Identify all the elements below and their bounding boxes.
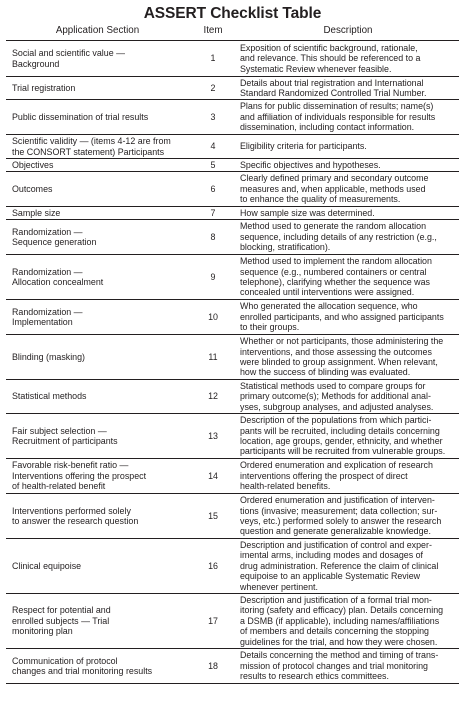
cell-item-number: 15	[189, 494, 237, 539]
table-body	[6, 41, 459, 684]
table-row	[6, 100, 459, 135]
cell-application-section: Statistical methods	[6, 380, 189, 414]
table-title: ASSERT Checklist Table	[143, 5, 322, 22]
cell-description: Description of the populations from which partici- pants will be recruited, including details concerning location, age groups, gender, ethnicity, and whether participants will be recruited from vulnerable groups.	[237, 414, 459, 459]
table-row	[6, 380, 459, 414]
cell-application-section: Interventions performed solely to answer the research question	[6, 494, 189, 539]
cell-item-number: 3	[189, 100, 237, 135]
header-row	[6, 23, 459, 41]
cell-application-section: Public dissemination of trial results	[6, 100, 189, 135]
table-row	[6, 41, 459, 77]
table-row	[6, 77, 459, 100]
cell-application-section: Fair subject selection — Recruitment of participants	[6, 414, 189, 459]
table-row	[6, 539, 459, 594]
cell-application-section: Sample size	[6, 207, 189, 220]
cell-application-section: Favorable risk-benefit ratio — Interventions offering the prospect of health-related benefit	[6, 459, 189, 494]
cell-application-section: Respect for potential and enrolled subjects — Trial monitoring plan	[6, 594, 189, 649]
cell-description: Details concerning the method and timing of trans- mission of protocol changes and trial monitoring results to research ethics committees.	[237, 649, 459, 684]
cell-item-number: 13	[189, 414, 237, 459]
cell-item-number: 17	[189, 594, 237, 649]
cell-description: Statistical methods used to compare groups for primary outcome(s); Methods for additional anal- yses, subgroup analyses, and adjusted analyses.	[237, 380, 459, 414]
table-row	[6, 459, 459, 494]
cell-application-section: Randomization — Implementation	[6, 300, 189, 335]
cell-item-number: 12	[189, 380, 237, 414]
cell-description: Details about trial registration and International Standard Randomized Controlled Trial Number.	[237, 77, 459, 100]
header-application-section: Application Section	[6, 23, 189, 41]
cell-application-section: Communication of protocol changes and trial monitoring results	[6, 649, 189, 684]
table-row	[6, 172, 459, 207]
cell-description: Eligibility criteria for participants.	[237, 135, 459, 159]
cell-description: Plans for public dissemination of results; name(s) and affiliation of individuals responsible for results dissemination, including contact information.	[237, 100, 459, 135]
cell-item-number: 1	[189, 41, 237, 77]
header-description: Description	[237, 23, 459, 41]
cell-item-number: 9	[189, 255, 237, 300]
table-row	[6, 135, 459, 159]
cell-application-section: Clinical equipoise	[6, 539, 189, 594]
cell-item-number: 7	[189, 207, 237, 220]
cell-description: Description and justification of control and exper- imental arms, including modes and dosages of drug administration. Reference the claim of clinical equipoise to an applicable Systematic Review whenever pertinent.	[237, 539, 459, 594]
table-row	[6, 494, 459, 539]
cell-application-section: Randomization — Allocation concealment	[6, 255, 189, 300]
header-item: Item	[189, 23, 237, 41]
cell-description: Specific objectives and hypotheses.	[237, 159, 459, 172]
cell-application-section: Randomization — Sequence generation	[6, 220, 189, 255]
table-header	[6, 23, 459, 41]
cell-item-number: 8	[189, 220, 237, 255]
cell-description: Description and justification of a formal trial mon- itoring (safety and efficacy) plan. Details concerning a DSMB (if applicable), including names/affiliations of members and details concerning the stopping guidelines for the trial, and how they were chosen.	[237, 594, 459, 649]
cell-description: Exposition of scientific background, rationale, and relevance. This should be referenced to a Systematic Review whenever feasible.	[237, 41, 459, 77]
cell-item-number: 5	[189, 159, 237, 172]
table-row	[6, 414, 459, 459]
cell-application-section: Objectives	[6, 159, 189, 172]
cell-description: Clearly defined primary and secondary outcome measures and, when applicable, methods used to enhance the quality of measurements.	[237, 172, 459, 207]
cell-item-number: 18	[189, 649, 237, 684]
cell-item-number: 4	[189, 135, 237, 159]
cell-description: Method used to generate the random allocation sequence, including details of any restriction (e.g., blocking, stratification).	[237, 220, 459, 255]
checklist-table	[6, 23, 459, 684]
cell-application-section: Outcomes	[6, 172, 189, 207]
table-row	[6, 159, 459, 172]
cell-item-number: 14	[189, 459, 237, 494]
cell-description: Method used to implement the random allocation sequence (e.g., numbered containers or central telephone), clarifying whether the sequence was concealed until interventions were assigned.	[237, 255, 459, 300]
cell-description: How sample size was determined.	[237, 207, 459, 220]
cell-description: Ordered enumeration and justification of interven- tions (invasive; measurement; data collection; sur- veys, etc.) performed solely to answer the research question and generate generalizable knowledge.	[237, 494, 459, 539]
cell-item-number: 10	[189, 300, 237, 335]
cell-description: Who generated the allocation sequence, who enrolled participants, and who assigned participants to their groups.	[237, 300, 459, 335]
table-row	[6, 300, 459, 335]
cell-application-section: Scientific validity — (items 4-12 are from the CONSORT statement) Participants	[6, 135, 189, 159]
cell-item-number: 6	[189, 172, 237, 207]
table-row	[6, 255, 459, 300]
cell-item-number: 16	[189, 539, 237, 594]
table-row	[6, 207, 459, 220]
cell-item-number: 11	[189, 335, 237, 380]
cell-description: Ordered enumeration and explication of research interventions offering the prospect of direct health-related benefits.	[237, 459, 459, 494]
table-row	[6, 335, 459, 380]
cell-application-section: Blinding (masking)	[6, 335, 189, 380]
table-row	[6, 649, 459, 684]
table-row	[6, 594, 459, 649]
cell-item-number: 2	[189, 77, 237, 100]
cell-description: Whether or not participants, those administering the interventions, and those assessing the outcomes were blinded to group assignment. When relevant, how the success of blinding was evaluated.	[237, 335, 459, 380]
cell-application-section: Trial registration	[6, 77, 189, 100]
cell-application-section: Social and scientific value — Background	[6, 41, 189, 77]
table-row	[6, 220, 459, 255]
